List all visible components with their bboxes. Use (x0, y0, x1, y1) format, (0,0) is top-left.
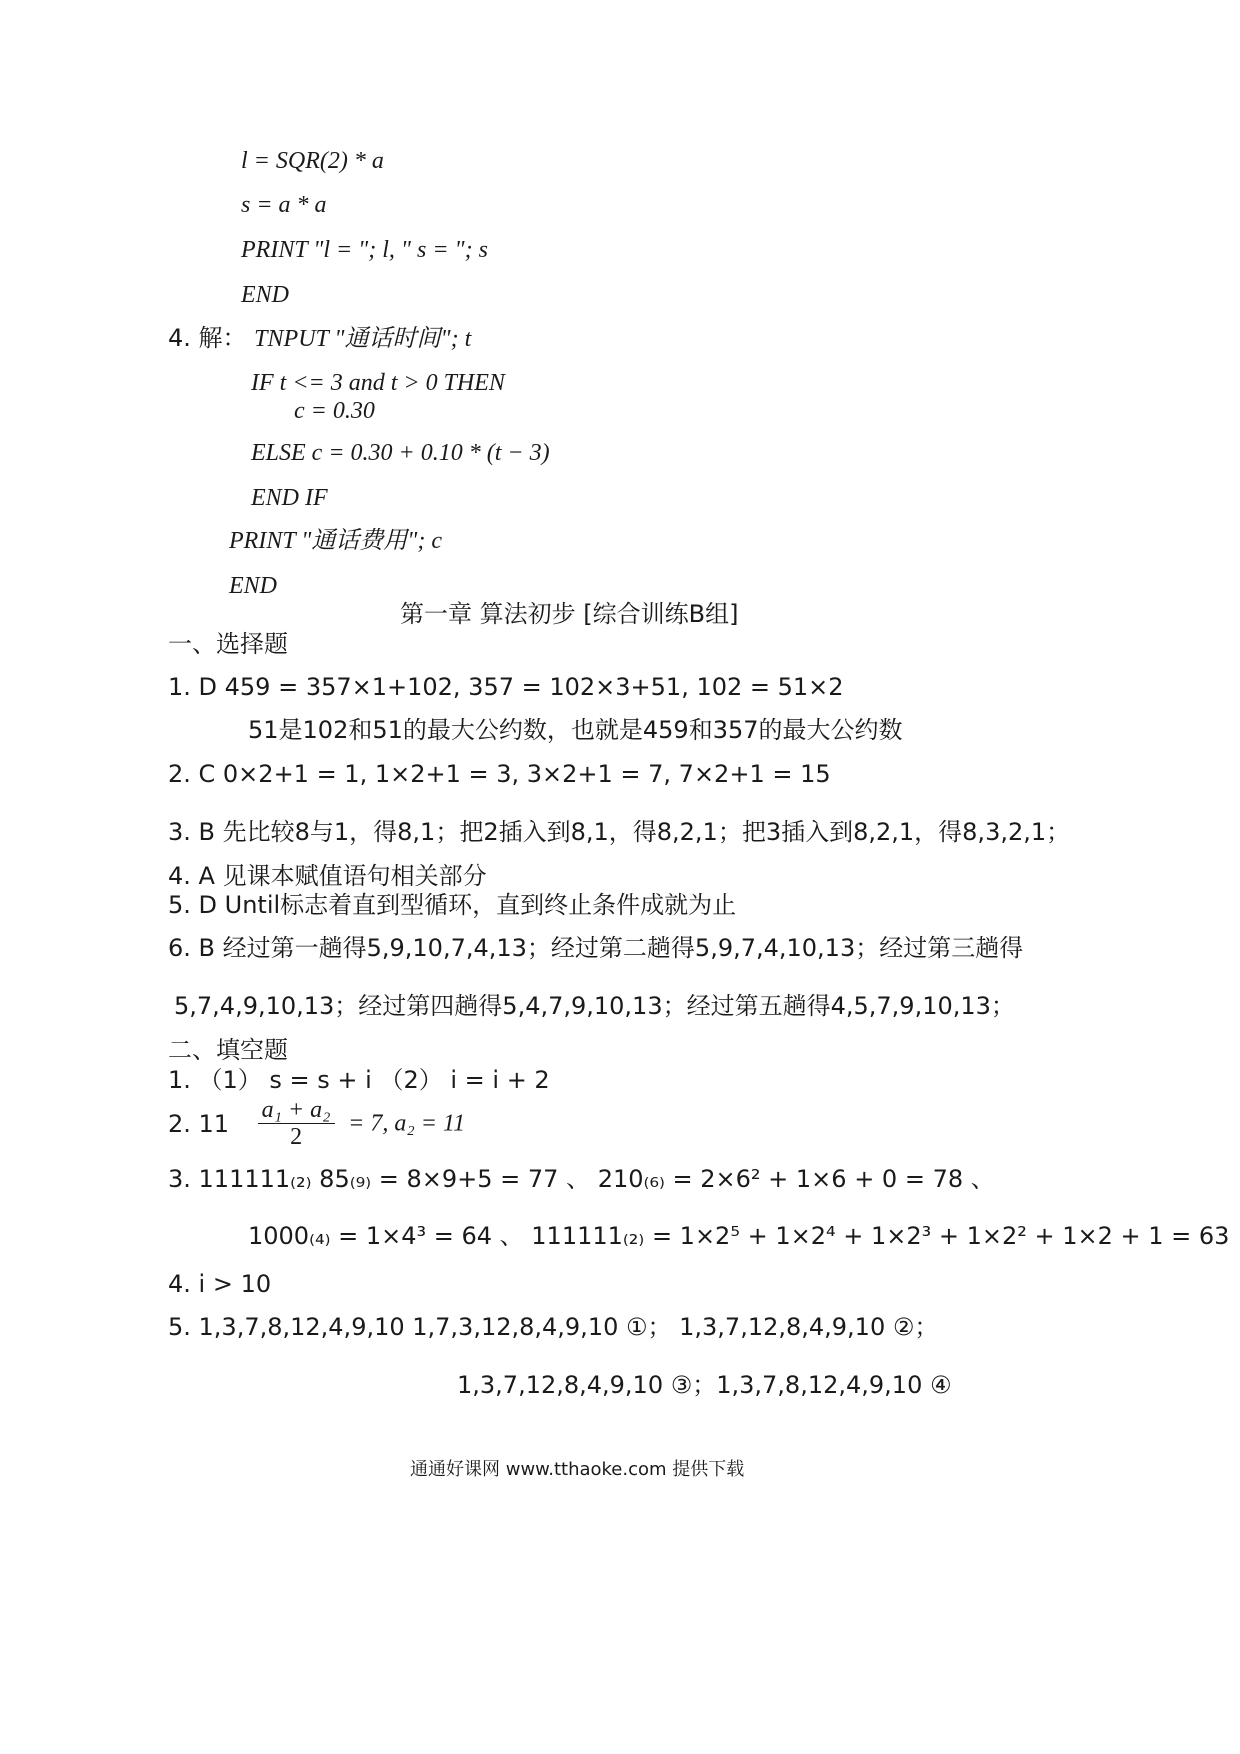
q4-print-line: PRINT "通话费用"; c (229, 528, 443, 554)
answer-6: 6. B 经过第一趟得5,9,10,7,4,13；经过第二趟得5,9,7,4,10,13；经过第三趟得 (168, 934, 1024, 962)
part2-heading: 二、填空题 (168, 1036, 288, 1064)
fill-2-prefix: 2. 11 (168, 1109, 230, 1138)
q4-endif-line: END IF (251, 485, 328, 511)
q4-if-line: IF t <= 3 and t > 0 THEN (251, 370, 505, 396)
answer-6-cont: 5,7,4,9,10,13；经过第四趟得5,4,7,9,10,13；经过第五趟得4,5,7,9,10,13； (174, 992, 1015, 1020)
answer-1: 1. D 459 = 357×1+102, 357 = 102×3+51, 102 = 51×2 (168, 673, 844, 701)
answer-5: 5. D Until标志着直到型循环，直到终止条件成就为止 (168, 891, 737, 919)
q4-c-line: c = 0.30 (294, 398, 375, 424)
q4-else-line: ELSE c = 0.30 + 0.10 * (t − 3) (251, 440, 550, 466)
code-line-4: END (241, 282, 289, 308)
code-line-3: PRINT "l = "; l, " s = "; s (241, 237, 488, 263)
code-line-2: s = a * a (241, 192, 327, 218)
fill-2 (168, 1097, 465, 1150)
answer-4: 4. A 见课本赋值语句相关部分 (168, 862, 487, 890)
page-footer: 通通好课网 www.tthaoke.com 提供下载 (410, 1459, 745, 1480)
code-line-1: l = SQR(2) * a (241, 148, 384, 174)
fill-2-denominator: 2 (290, 1124, 303, 1150)
fill-3-line-2: 1000₍₄₎ = 1×4³ = 64 、 111111₍₂₎ = 1×2⁵ + 1×2⁴ + 1×2³ + 1×2² + 1×2 + 1 = 63 (248, 1222, 1230, 1250)
fill-2-numerator: a₁ + a₂ (258, 1097, 335, 1124)
part1-heading: 一、选择题 (168, 630, 288, 658)
fill-5-line-1: 5. 1,3,7,8,12,4,9,10 1,7,3,12,8,4,9,10 ①； 1,3,7,12,8,4,9,10 ②； (168, 1313, 939, 1341)
fill-5-line-2: 1,3,7,12,8,4,9,10 ③；1,3,7,8,12,4,9,10 ④ (457, 1371, 952, 1399)
fill-3-line-1: 3. 111111₍₂₎ 85₍₉₎ = 8×9+5 = 77 、 210₍₆₎ = 2×6² + 1×6 + 0 = 78 、 (168, 1165, 995, 1193)
fill-2-fraction (258, 1097, 335, 1150)
q4-end-line: END (229, 573, 277, 599)
q4-line (168, 323, 471, 354)
q4-prefix: 4. 解： (168, 324, 247, 352)
section-title: 第一章 算法初步 [综合训练B组] (400, 600, 739, 628)
answer-1-note: 51是102和51的最大公约数，也就是459和357的最大公约数 (248, 716, 903, 744)
answer-2: 2. C 0×2+1 = 1, 1×2+1 = 3, 3×2+1 = 7, 7×2+1 = 15 (168, 760, 831, 788)
fill-4: 4. i > 10 (168, 1270, 272, 1298)
fill-2-rest: = 7, a₂ = 11 (348, 1110, 466, 1137)
q4-input: TNPUT "通话时间"; t (254, 326, 472, 352)
fill-1: 1. （1） s = s + i （2） i = i + 2 (168, 1066, 550, 1094)
answer-3: 3. B 先比较8与1，得8,1；把2插入到8,1，得8,2,1；把3插入到8,2,1，得8,3,2,1； (168, 818, 1071, 846)
